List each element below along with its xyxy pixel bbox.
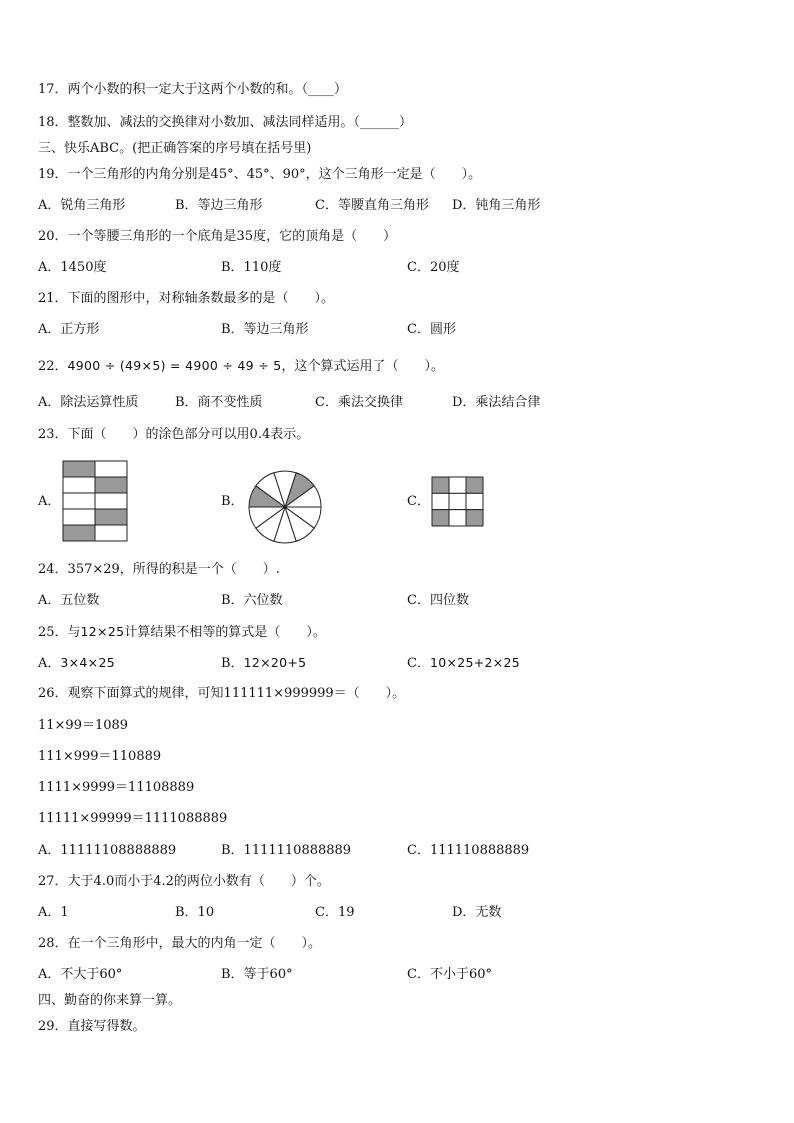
q19-option-b[interactable]: B．等边三角形 (175, 198, 263, 213)
q27-option-a[interactable]: A．1 (38, 905, 69, 920)
q26-pattern-2: 111×999＝110889 (38, 749, 162, 764)
q25-option-b-formula: 12×20+5 (243, 655, 307, 670)
q23-figure-c-cell (432, 477, 449, 493)
q19-option-c[interactable]: C．等腰直角三角形 (315, 198, 429, 213)
q23-figure-c-cell (449, 493, 466, 509)
q20-options (38, 259, 758, 277)
question-28: 28．在一个三角形中，最大的内角一定（ ）。 (38, 936, 322, 951)
q25-option-c-formula: 10×25+2×25 (429, 655, 521, 670)
question-27: 27．大于4.0而小于4.2的两位小数有（ ）个。 (38, 874, 330, 889)
q25-suffix: 计算结果不相等的算式是（ ）。 (124, 625, 326, 640)
q23-figure-c-cell (466, 493, 483, 509)
question-24: 24．357×29，所得的积是一个（ ）. (38, 562, 280, 577)
q25-formula: 12×25 (80, 624, 125, 639)
question-25 (38, 623, 326, 642)
question-23: 23．下面（ ）的涂色部分可以用0.4表示。 (38, 427, 310, 442)
q27-option-b[interactable]: B．10 (175, 905, 215, 920)
q23-figure-a-cell (95, 525, 127, 541)
question-21: 21．下面的图形中，对称轴条数最多的是（ ）。 (38, 291, 335, 306)
q26-options (38, 842, 758, 860)
q23-figure-c-cell (449, 510, 466, 526)
q27-options (38, 904, 758, 922)
q25-option-b[interactable] (221, 654, 306, 673)
question-17: 17．两个小数的积一定大于这两个小数的和。（____） (38, 82, 348, 97)
q28-option-a[interactable]: A．不大于60° (38, 967, 123, 982)
q23-option-c-label[interactable]: C． (407, 494, 430, 509)
q21-option-b[interactable]: B．等边三角形 (221, 322, 309, 337)
q23-figure-c-cell (449, 477, 466, 493)
q28-options (38, 966, 758, 984)
q20-option-a[interactable]: A．1450度 (38, 260, 107, 275)
q24-options (38, 592, 758, 610)
q25-options (38, 654, 758, 672)
q23-figure-b-circle[interactable] (248, 470, 322, 544)
q26-pattern-4: 11111×99999＝1111088889 (38, 811, 228, 826)
q23-figure-a-cell (63, 525, 95, 541)
q19-options (38, 197, 758, 215)
q23-figure-c-grid[interactable] (432, 477, 484, 527)
q21-option-c[interactable]: C．圆形 (407, 322, 456, 337)
q28-option-b[interactable]: B．等于60° (221, 967, 293, 982)
q23-figure-a-cell (63, 477, 95, 493)
q22-option-d[interactable]: D．乘法结合律 (452, 395, 541, 410)
q25-option-a[interactable] (38, 654, 115, 673)
q23-figure-a-cell (95, 477, 127, 493)
q25-prefix: 25．与 (38, 625, 81, 640)
question-26: 26．观察下面算式的规律，可知111111×999999＝（ ）。 (38, 686, 406, 701)
q22-option-b[interactable]: B．商不变性质 (175, 395, 263, 410)
q27-option-d[interactable]: D．无数 (452, 905, 502, 920)
q25-option-c-label: C． (407, 656, 430, 671)
q23-figure-a-grid[interactable] (63, 461, 128, 542)
q20-option-c[interactable]: C．20度 (407, 260, 460, 275)
q23-figure-c-cell (432, 493, 449, 509)
q23-figure-a-cell (95, 461, 127, 477)
q22-suffix: ，这个算式运用了（ ）。 (281, 359, 445, 374)
q23-figure-a-cell (63, 493, 95, 509)
q25-option-c[interactable] (407, 654, 520, 673)
q23-figure-a-cell (95, 509, 127, 525)
q24-option-c[interactable]: C．四位数 (407, 593, 469, 608)
q23-figure-c-cell (466, 510, 483, 526)
q22-option-c[interactable]: C．乘法交换律 (315, 395, 403, 410)
q24-option-a[interactable]: A．五位数 (38, 593, 100, 608)
q26-option-b[interactable]: B．1111110888889 (221, 843, 352, 858)
q26-pattern-3: 1111×9999＝11108889 (38, 780, 195, 795)
q26-option-c[interactable]: C．111110888889 (407, 843, 530, 858)
q22-options (38, 394, 758, 412)
q27-option-c[interactable]: C．19 (315, 905, 355, 920)
section-4-title: 四、勤奋的你来算一算。 (38, 993, 182, 1008)
section-3-title: 三、快乐ABC。(把正确答案的序号填在括号里) (38, 141, 312, 156)
q23-figure-c-cell (432, 510, 449, 526)
q25-option-a-formula: 3×4×25 (60, 655, 115, 670)
q26-option-a[interactable]: A．11111108888889 (38, 843, 177, 858)
q23-figure-a-cell (63, 461, 95, 477)
question-29: 29．直接写得数。 (38, 1019, 146, 1034)
q19-option-a[interactable]: A．锐角三角形 (38, 198, 126, 213)
question-18: 18．整数加、减法的交换律对小数加、减法同样适用。（______） (38, 115, 413, 130)
q23-figure-c-cell (466, 477, 483, 493)
q21-options (38, 321, 758, 339)
q23-figure-a-cell (95, 493, 127, 509)
q22-option-a[interactable]: A．除法运算性质 (38, 395, 139, 410)
q24-option-b[interactable]: B．六位数 (221, 593, 283, 608)
q23-option-a-label[interactable]: A． (38, 494, 61, 509)
question-22 (38, 357, 444, 376)
q20-option-b[interactable]: B．110度 (221, 260, 282, 275)
q22-formula: 4900 ÷ (49×5) = 4900 ÷ 49 ÷ 5 (67, 358, 282, 373)
q26-pattern-1: 11×99＝1089 (38, 718, 129, 733)
q19-option-d[interactable]: D．钝角三角形 (452, 198, 541, 213)
q23-figure-a-cell (63, 509, 95, 525)
q21-option-a[interactable]: A．正方形 (38, 322, 100, 337)
q25-option-b-label: B． (221, 656, 244, 671)
q28-option-c[interactable]: C．不小于60° (407, 967, 492, 982)
question-19: 19．一个三角形的内角分别是45°、45°、90°，这个三角形一定是（ ）。 (38, 167, 482, 182)
q23-option-b-label[interactable]: B． (221, 494, 244, 509)
question-20: 20．一个等腰三角形的一个底角是35度，它的顶角是（ ） (38, 229, 397, 244)
q25-option-a-label: A． (38, 656, 61, 671)
q22-prefix: 22． (38, 359, 68, 374)
